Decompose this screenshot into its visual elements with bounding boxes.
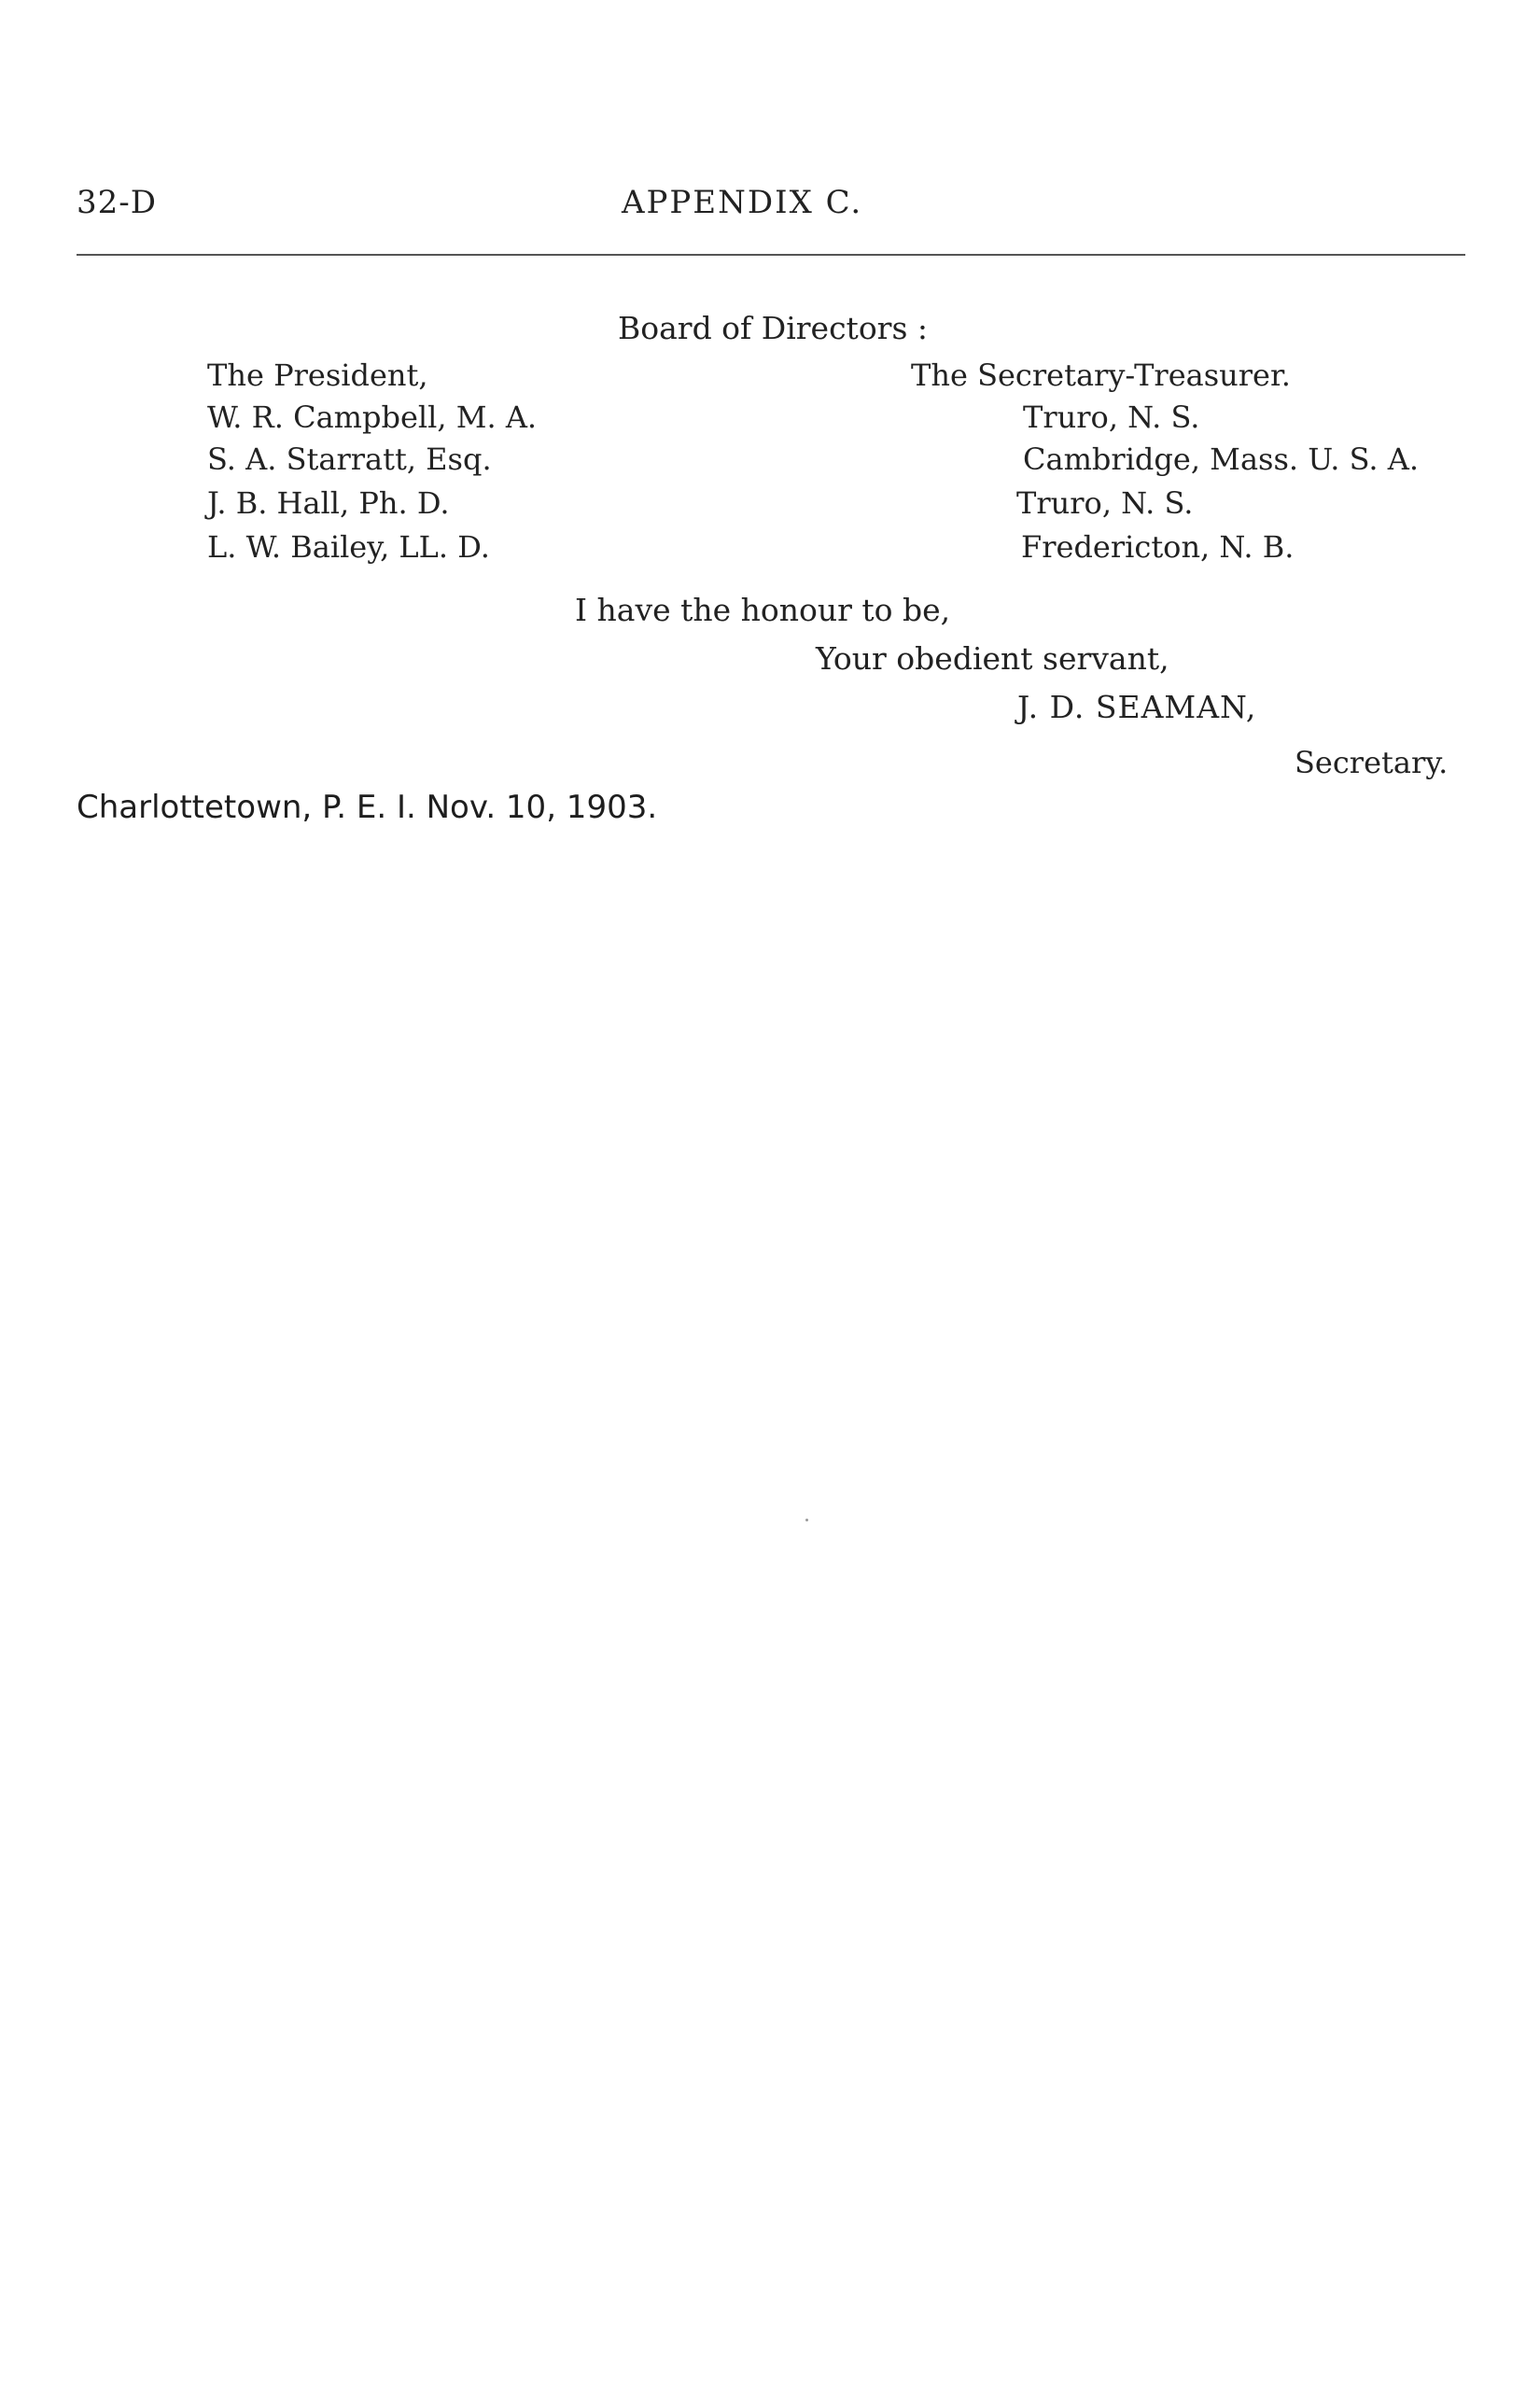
director-name: J. B. Hall, Ph. D. <box>207 485 450 521</box>
director-place: Cambridge, Mass. U. S. A. <box>1023 441 1419 477</box>
paper-speck <box>805 1519 808 1521</box>
director-place: Fredericton, N. B. <box>1021 529 1295 565</box>
director-place: Truro, N. S. <box>1016 485 1194 521</box>
closing-line: I have the honour to be, <box>575 592 951 628</box>
signature-title: Secretary. <box>1295 745 1449 780</box>
director-name: L. W. Bailey, LL. D. <box>207 529 490 565</box>
running-title: APPENDIX C. <box>622 184 863 221</box>
director-place: Truro, N. S. <box>1023 399 1200 435</box>
board-heading: Board of Directors : <box>618 310 928 346</box>
director-name: W. R. Campbell, M. A. <box>207 399 538 435</box>
signature-name: J. D. SEAMAN, <box>1017 689 1257 725</box>
header-rule <box>77 254 1465 256</box>
director-place: The Secretary-Treasurer. <box>911 357 1291 393</box>
director-name: The President, <box>207 357 428 393</box>
page-number: 32-D <box>77 184 158 221</box>
director-name: S. A. Starratt, Esq. <box>207 441 492 477</box>
place-and-date: Charlottetown, P. E. I. Nov. 10, 1903. <box>77 789 658 826</box>
closing-salutation: Your obedient servant, <box>816 640 1169 677</box>
